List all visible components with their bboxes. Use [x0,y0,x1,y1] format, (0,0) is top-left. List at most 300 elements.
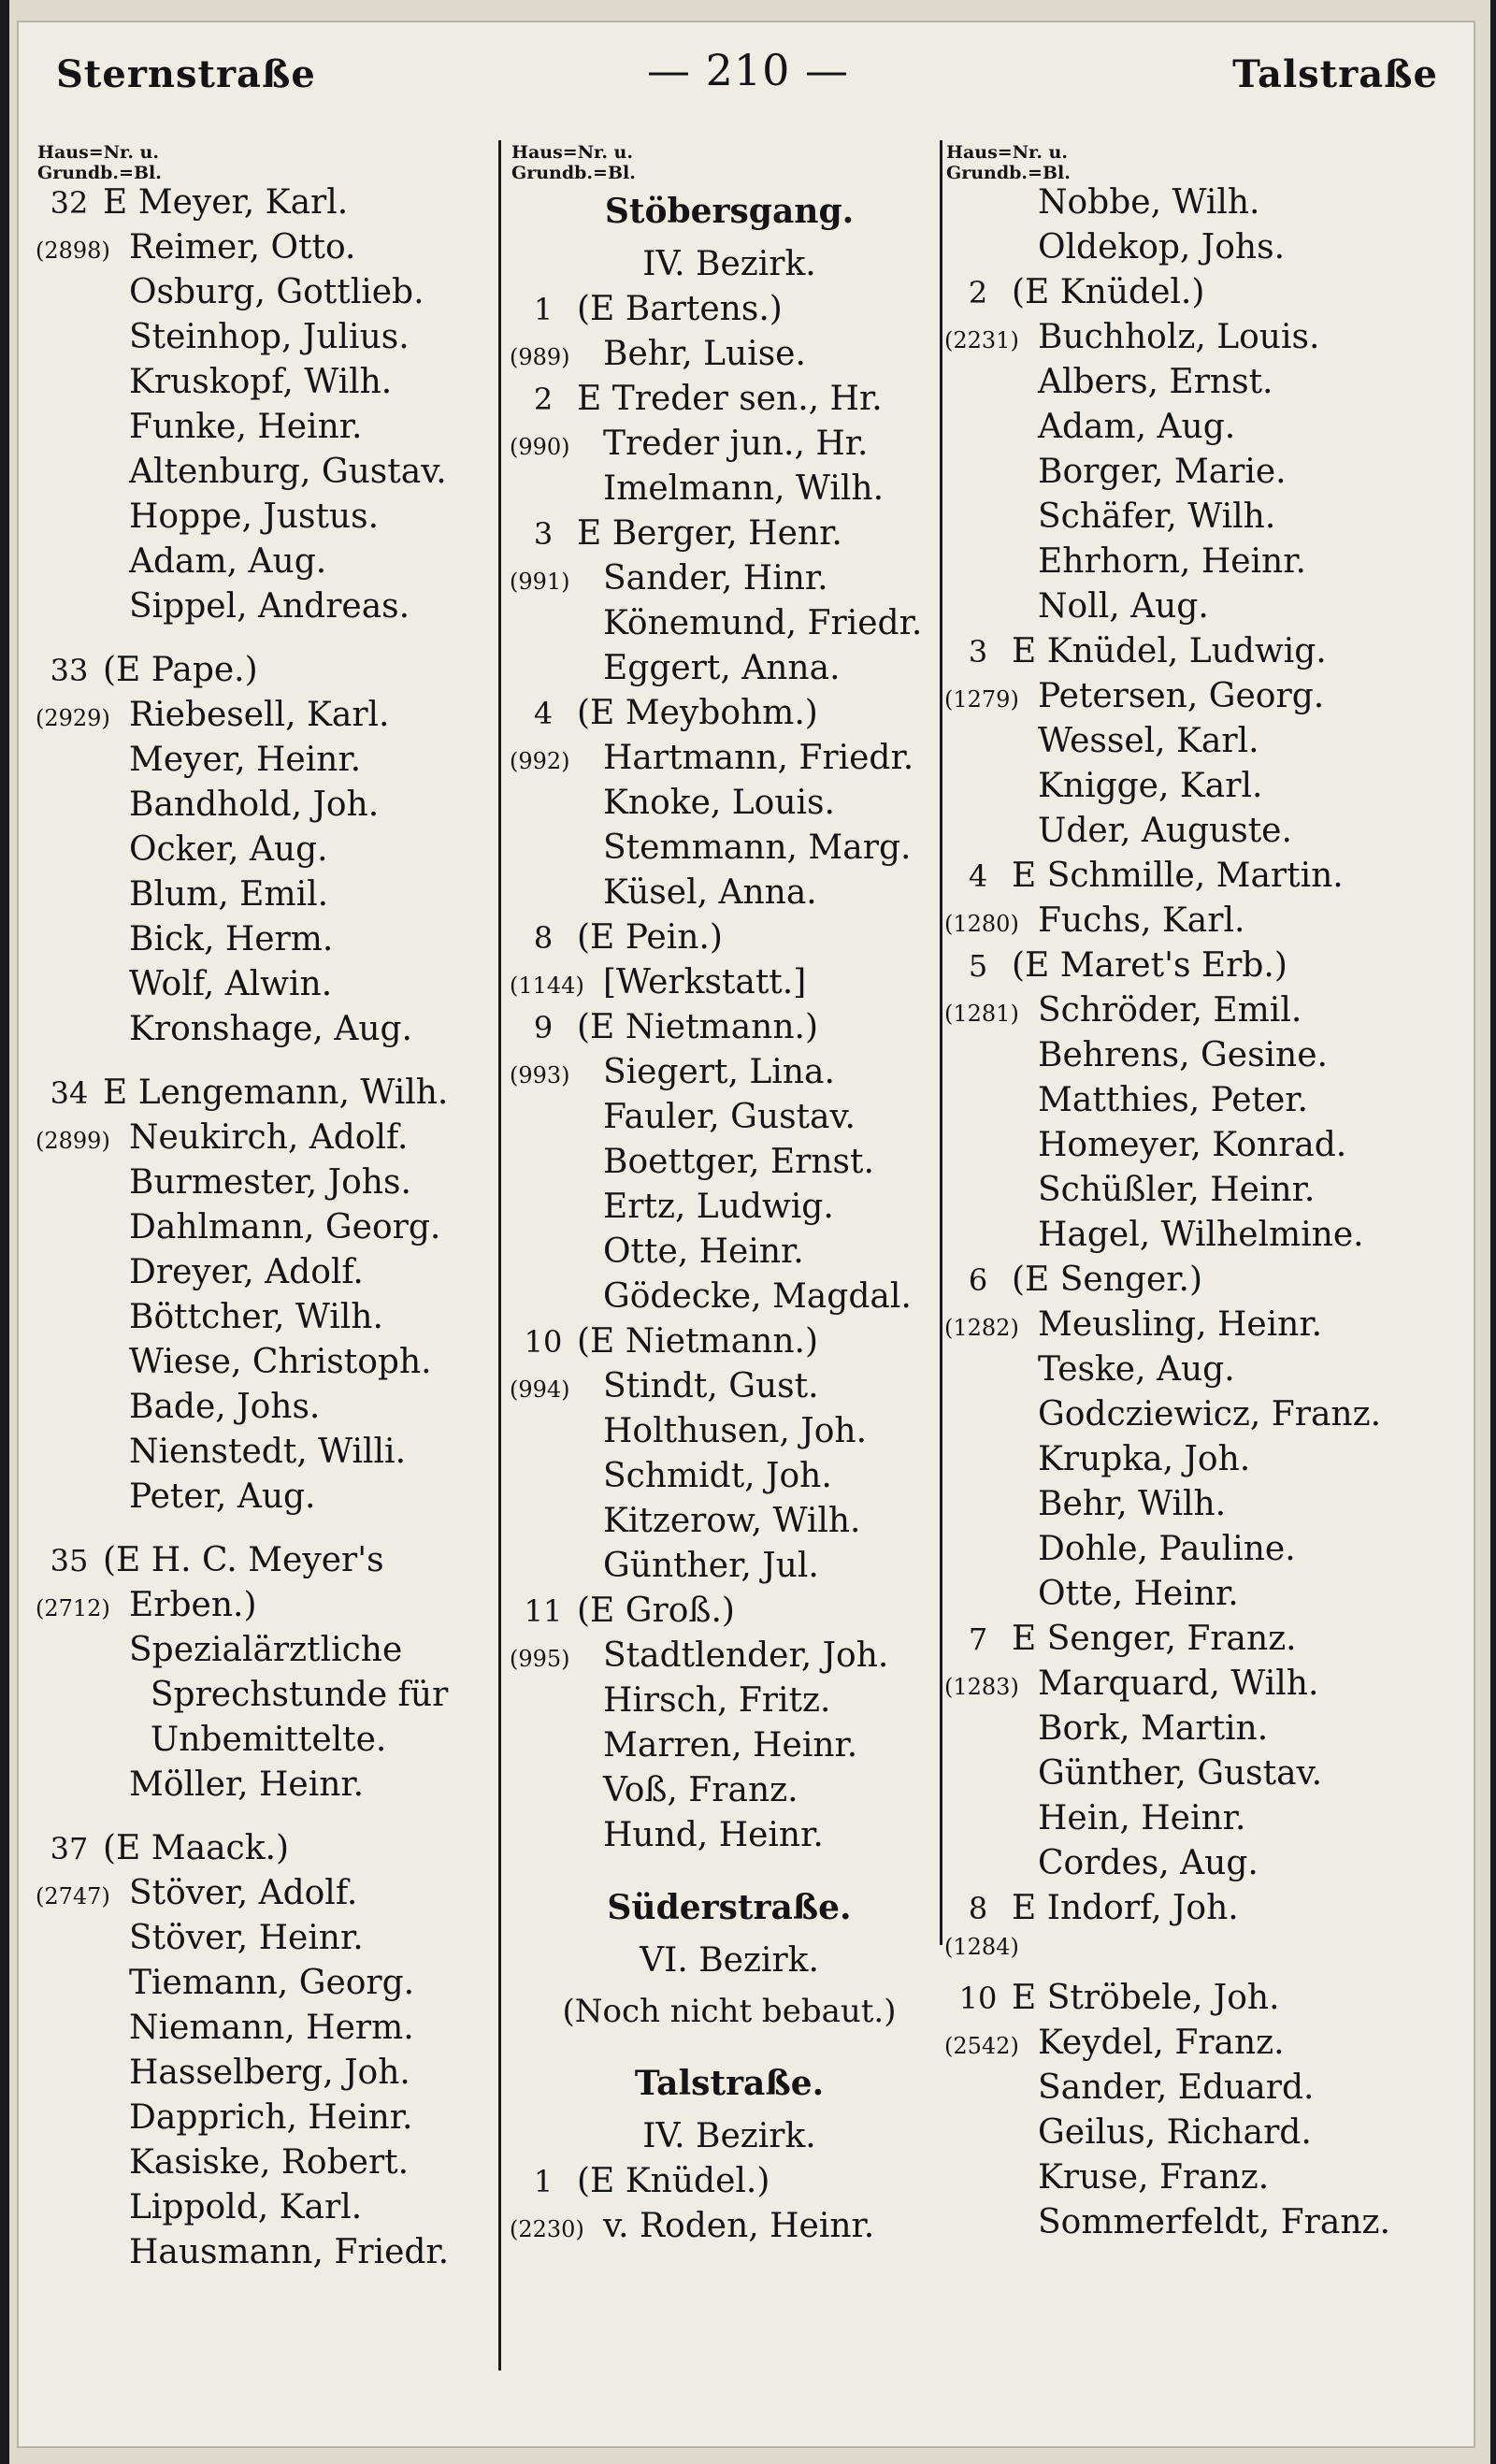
resident-name: Hund, Heinr. [603,1816,824,1854]
directory-entry [36,1433,503,1477]
resident-name: Geilus, Richard. [1038,2113,1312,2152]
resident-name: (E Pein.) [577,918,723,957]
directory-entry [944,1485,1468,1530]
resident-name: Dapprich, Heinr. [129,2098,413,2137]
directory-entry [944,2068,1468,2113]
resident-name: Unbemittelte. [129,1721,387,1759]
resident-name: E Indorf, Joh. [1012,1889,1239,1927]
resident-name: Möller, Heinr. [129,1765,365,1804]
resident-name: Knigge, Karl. [1038,767,1263,805]
resident-name: (E Nietmann.) [577,1008,819,1046]
house-number-label-line1: Haus=Nr. u. [946,142,1068,163]
resident-name: (E Maack.) [103,1829,290,1867]
directory-entry [510,1188,949,1232]
resident-name: Albers, Ernst. [1038,363,1273,401]
house-number: 34 [50,1075,89,1111]
directory-entry [36,1829,503,1874]
directory-entry [510,469,949,514]
resident-name: E Berger, Henr. [577,514,842,553]
house-number-label-line1: Haus=Nr. u. [37,142,159,163]
resident-name: Hasselberg, Joh. [129,2053,410,2092]
resident-name: Schüßler, Heinr. [1038,1171,1316,1209]
resident-name: Kruse, Franz. [1038,2158,1270,2197]
resident-name: Marquard, Wilh. [1038,1664,1319,1703]
resident-name: v. Roden, Heinr. [603,2207,875,2245]
resident-name: E Knüdel, Ludwig. [1012,632,1327,670]
directory-entry [36,651,503,696]
resident-name: (E Nietmann.) [577,1322,819,1361]
house-number-label [37,142,503,183]
resident-name: Spezialärztliche [129,1631,403,1669]
land-register-number: (1279) [944,686,1019,713]
directory-entry [510,873,949,918]
directory-entry [36,1208,503,1253]
section-gap [510,1861,949,1880]
directory-entry [944,318,1468,363]
resident-name: Lippold, Karl. [129,2188,363,2226]
scan-edge-right [1490,0,1496,2464]
directory-entry [944,1530,1468,1575]
resident-name: Eggert, Anna. [603,649,841,687]
directory-entry [510,1277,949,1322]
resident-name: Buchholz, Louis. [1038,318,1320,356]
resident-name: (E Maret's Erb.) [1012,946,1287,985]
directory-entry [944,2203,1468,2248]
resident-name: Sommerfeldt, Franz. [1038,2203,1390,2241]
resident-name: Holthusen, Joh. [603,1412,868,1450]
directory-entry [510,694,949,739]
directory-entry [36,830,503,875]
land-register-number: (990) [510,434,570,460]
resident-name: Sippel, Andreas. [129,587,410,626]
directory-entry [944,273,1468,318]
directory-entry [944,363,1468,408]
directory-entry [510,1098,949,1143]
directory-entry [36,1541,503,1586]
directory-entry [36,1298,503,1343]
directory-entry [510,1053,949,1098]
directory-entry [944,1754,1468,1799]
resident-name: (E Groß.) [577,1592,735,1630]
page-number: — 210 — [646,45,850,95]
resident-name: Uder, Auguste. [1038,812,1292,850]
column-3 [944,142,1468,2248]
street-title: Stöbersgang. [604,192,855,231]
directory-entry [510,559,949,604]
house-number: 37 [50,1831,89,1866]
directory-entry [944,453,1468,497]
resident-name: E Senger, Franz. [1012,1620,1297,1658]
directory-entry [510,918,949,963]
directory-entry [36,2143,503,2188]
resident-name: Keydel, Franz. [1038,2024,1285,2062]
directory-entry [944,1126,1468,1171]
resident-name: Boettger, Ernst. [603,1143,874,1181]
directory-entry [36,920,503,965]
directory-entry [36,2098,503,2143]
directory-entry [36,183,503,228]
resident-name: Petersen, Georg. [1038,677,1325,715]
house-number: 3 [533,516,554,552]
house-number-label [511,142,949,183]
directory-entry [944,1395,1468,1440]
land-register-number: (2230) [510,2216,584,2242]
resident-name: Peter, Aug. [129,1477,316,1516]
house-number: 7 [968,1621,988,1657]
resident-name: Wiese, Christoph. [129,1343,432,1381]
section-gap [36,632,503,651]
resident-name: Reimer, Otto. [129,228,356,267]
land-register-number: (2898) [36,238,110,264]
directory-entry [36,1477,503,1522]
resident-name: (E Pape.) [103,651,258,689]
directory-entry [944,812,1468,857]
resident-name: Fuchs, Karl. [1038,901,1245,940]
running-head-right: Talstraße [1232,52,1438,96]
directory-entry [944,1081,1468,1126]
resident-name: E Ströbele, Joh. [1012,1979,1280,2017]
house-number-label-line2: Grundb.=Bl. [37,163,162,183]
directory-entry [944,1799,1468,1844]
house-number: 1 [533,2164,554,2199]
directory-entry [944,767,1468,812]
directory-entry [36,2009,503,2053]
resident-name: Sander, Hinr. [603,559,828,598]
scan-edge-left [0,0,9,2464]
directory-entry [36,1765,503,1810]
directory-entry [510,1412,949,1457]
resident-name: Nobbe, Wilh. [1038,183,1260,222]
directory-entry [944,542,1468,587]
resident-name: Bade, Johs. [129,1388,321,1426]
resident-name: (E Knüdel.) [1012,273,1205,311]
resident-name: Stindt, Gust. [603,1367,819,1405]
section-gap [510,2037,949,2055]
resident-name: Erben.) [129,1586,257,1624]
directory-entry [510,1592,949,1636]
resident-name: Oldekop, Johs. [1038,228,1286,267]
directory-entry [36,1586,503,1631]
land-register-number: (993) [510,1062,570,1088]
directory-entry [510,1681,949,1726]
directory-entry [36,1676,503,1721]
resident-name: Knoke, Louis. [603,784,835,822]
directory-entry [510,1636,949,1681]
house-number-label [946,142,1468,183]
house-number: 6 [968,1262,988,1298]
directory-entry [944,1171,1468,1216]
land-register-number: (2712) [36,1595,110,1621]
directory-entry [36,587,503,632]
directory-entry [944,408,1468,453]
resident-name: Burmester, Johs. [129,1163,411,1202]
land-register-number: (992) [510,748,570,774]
house-number: 2 [968,275,988,310]
resident-name: Altenburg, Gustav. [129,453,447,491]
directory-entry [510,1457,949,1502]
resident-name: Adam, Aug. [1038,408,1236,446]
directory-entry [944,1216,1468,1261]
directory-entry [944,1844,1468,1889]
land-register-number: (994) [510,1376,570,1403]
land-register-number: (2747) [36,1883,110,1909]
resident-name: Matthies, Peter. [1038,1081,1309,1119]
directory-entry [944,1979,1468,2024]
resident-name: Könemund, Friedr. [603,604,923,642]
directory-entry [510,963,949,1008]
directory-entry [510,1232,949,1277]
directory-entry [944,722,1468,767]
resident-name: Fauler, Gustav. [603,1098,856,1136]
directory-entry [36,363,503,408]
resident-name: Krupka, Joh. [1038,1440,1251,1478]
column-1 [36,142,503,2278]
resident-name: Wessel, Karl. [1038,722,1259,760]
directory-entry [36,1253,503,1298]
resident-name: Funke, Heinr. [129,408,363,446]
resident-name: Voß, Franz. [603,1771,798,1809]
resident-name: Hoppe, Justus. [129,497,380,536]
directory-entry [510,1816,949,1861]
directory-entry [36,1388,503,1433]
directory-entry [944,587,1468,632]
resident-name: Behrens, Gesine. [1038,1036,1328,1074]
resident-name: Bandhold, Joh. [129,785,380,824]
directory-entry [36,1964,503,2009]
resident-name: Bick, Herm. [129,920,334,958]
house-number: 3 [968,634,988,670]
directory-entry [944,1620,1468,1664]
house-number-label-line1: Haus=Nr. u. [511,142,633,163]
directory-entry [36,542,503,587]
resident-name: Steinhop, Julius. [129,318,410,356]
directory-entry [36,228,503,273]
district-label: IV. Bezirk. [642,2117,816,2155]
resident-name: Günther, Jul. [603,1547,819,1585]
resident-name: Sander, Eduard. [1038,2068,1315,2107]
resident-name: [Werkstatt.] [603,963,807,1001]
resident-name: Blum, Emil. [129,875,329,914]
directory-entry [944,991,1468,1036]
resident-name: Treder jun., Hr. [603,425,869,463]
resident-name: Hartmann, Friedr. [603,739,914,777]
house-number: 33 [50,653,89,688]
directory-entry [510,1367,949,1412]
directory-entry [36,453,503,497]
directory-entry [36,273,503,318]
resident-name: Bork, Martin. [1038,1709,1269,1748]
section-gap [36,1522,503,1541]
resident-name: Hausmann, Friedr. [129,2233,450,2271]
house-number-label-line2: Grundb.=Bl. [511,163,636,183]
house-number: 35 [50,1543,89,1578]
district-label: VI. Bezirk. [640,1941,819,1980]
directory-entry [510,1322,949,1367]
resident-name: Ehrhorn, Heinr. [1038,542,1306,581]
directory-entry [944,677,1468,722]
directory-entry [944,228,1468,273]
directory-entry [36,696,503,741]
resident-name: E Lengemann, Wilh. [103,1073,449,1112]
directory-entry [36,1919,503,1964]
directory-entry [510,2162,949,2207]
directory-entry [944,1305,1468,1350]
directory-entry [36,1874,503,1919]
resident-name: Kronshage, Aug. [129,1010,412,1048]
resident-name: Küsel, Anna. [603,873,817,912]
resident-name: Stöver, Heinr. [129,1919,364,1957]
resident-name: Kruskopf, Wilh. [129,363,393,401]
resident-name: Hein, Heinr. [1038,1799,1246,1837]
directory-entry [36,1343,503,1388]
directory-entry [944,1036,1468,1081]
house-number: 8 [533,920,554,956]
directory-entry [36,2233,503,2278]
resident-name: Ertz, Ludwig. [603,1188,834,1226]
directory-entry [510,1008,949,1053]
resident-name: Marren, Heinr. [603,1726,858,1765]
resident-name: Dohle, Pauline. [1038,1530,1296,1568]
directory-entry [510,335,949,380]
resident-name: Niemann, Herm. [129,2009,414,2047]
house-number: 4 [968,858,988,894]
running-head-left: Sternstraße [56,52,316,96]
resident-name: Ocker, Aug. [129,830,328,869]
resident-name: Sprechstunde für [129,1676,449,1714]
land-register-number: (1283) [944,1674,1019,1700]
directory-entry [510,1771,949,1816]
directory-entry [36,741,503,785]
street-title: Süderstraße. [607,1888,852,1927]
resident-name: E Treder sen., Hr. [577,380,883,418]
resident-name: Günther, Gustav. [1038,1754,1323,1793]
directory-entry [36,1010,503,1055]
house-number: 1 [533,292,554,327]
directory-entry [36,497,503,542]
resident-name: Schäfer, Wilh. [1038,497,1276,536]
resident-name: Imelmann, Wilh. [603,469,885,508]
resident-name: Siegert, Lina. [603,1053,835,1091]
directory-entry [36,965,503,1010]
resident-name: Dahlmann, Georg. [129,1208,441,1246]
district-label: IV. Bezirk. [642,245,816,283]
directory-entry [36,1073,503,1118]
resident-name: Adam, Aug. [129,542,327,581]
directory-entry [510,1547,949,1592]
directory-entry [510,290,949,335]
resident-name: Stadtlender, Joh. [603,1636,889,1675]
resident-name: Behr, Wilh. [1038,1485,1227,1523]
directory-entry [36,1118,503,1163]
directory-entry [510,829,949,873]
directory-entry [944,1440,1468,1485]
directory-entry [36,875,503,920]
resident-name: Noll, Aug. [1038,587,1209,626]
directory-entry [510,380,949,425]
resident-name: Böttcher, Wilh. [129,1298,383,1336]
house-number: 4 [533,696,554,731]
land-register-number: (989) [510,344,570,370]
resident-name: Riebesell, Karl. [129,696,390,734]
directory-entry [944,946,1468,991]
resident-name: Gödecke, Magdal. [603,1277,912,1316]
directory-entry [944,1261,1468,1305]
resident-name: Otte, Heinr. [603,1232,804,1271]
resident-name: Hirsch, Fritz. [603,1681,831,1720]
resident-name: Hagel, Wilhelmine. [1038,1216,1364,1254]
directory-entry [944,2024,1468,2068]
directory-entry [944,1350,1468,1395]
house-number: 5 [968,948,988,984]
directory-entry [944,901,1468,946]
resident-name: Meusling, Heinr. [1038,1305,1323,1344]
street-title: Talstraße. [634,2064,825,2103]
resident-name: (E Senger.) [1012,1261,1203,1299]
resident-name: E Meyer, Karl. [103,183,349,222]
land-register-number: (1280) [944,911,1019,937]
land-register-number: (1284) [944,1934,1019,1960]
resident-name: (E Bartens.) [577,290,783,328]
directory-entry [944,857,1468,901]
resident-name: Dreyer, Adolf. [129,1253,364,1291]
directory-entry [944,1709,1468,1754]
resident-name: Cordes, Aug. [1038,1844,1259,1882]
directory-entry [944,183,1468,228]
directory-entry [510,2207,949,2252]
house-number: 8 [968,1891,988,1926]
directory-entry [36,1721,503,1765]
resident-name: Neukirch, Adolf. [129,1118,409,1157]
directory-entry [944,2113,1468,2158]
directory-entry [36,2053,503,2098]
directory-entry [510,739,949,784]
resident-name: Homeyer, Konrad. [1038,1126,1347,1164]
directory-entry [944,1934,1468,1979]
directory-entry [510,784,949,829]
land-register-number: (1282) [944,1315,1019,1341]
directory-entry [944,1664,1468,1709]
column-2 [510,142,949,2252]
house-number: 10 [524,1324,563,1360]
resident-name: Tiemann, Georg. [129,1964,415,2002]
directory-entry [944,497,1468,542]
column-2-entries [510,183,949,2252]
directory-entry [510,425,949,469]
directory-entry [510,1143,949,1188]
house-number: 2 [533,382,554,417]
directory-entry [510,514,949,559]
resident-name: Borger, Marie. [1038,453,1287,491]
section-gap [36,1055,503,1073]
directory-entry [944,1575,1468,1620]
land-register-number: (1144) [510,973,584,999]
resident-name: Godcziewicz, Franz. [1038,1395,1382,1434]
resident-name: Kasiske, Robert. [129,2143,410,2182]
directory-entry [944,2158,1468,2203]
resident-name: Nienstedt, Willi. [129,1433,407,1471]
column-3-entries [944,183,1468,2248]
directory-entry [944,1889,1468,1934]
directory-entry [36,1631,503,1676]
house-number: 9 [533,1010,554,1045]
section-gap [36,1810,503,1829]
land-register-number: (995) [510,1646,570,1672]
land-register-number: (2542) [944,2033,1019,2059]
house-number: 11 [524,1593,563,1629]
resident-name: Schröder, Emil. [1038,991,1302,1030]
directory-entry [36,2188,503,2233]
directory-entry [510,649,949,694]
